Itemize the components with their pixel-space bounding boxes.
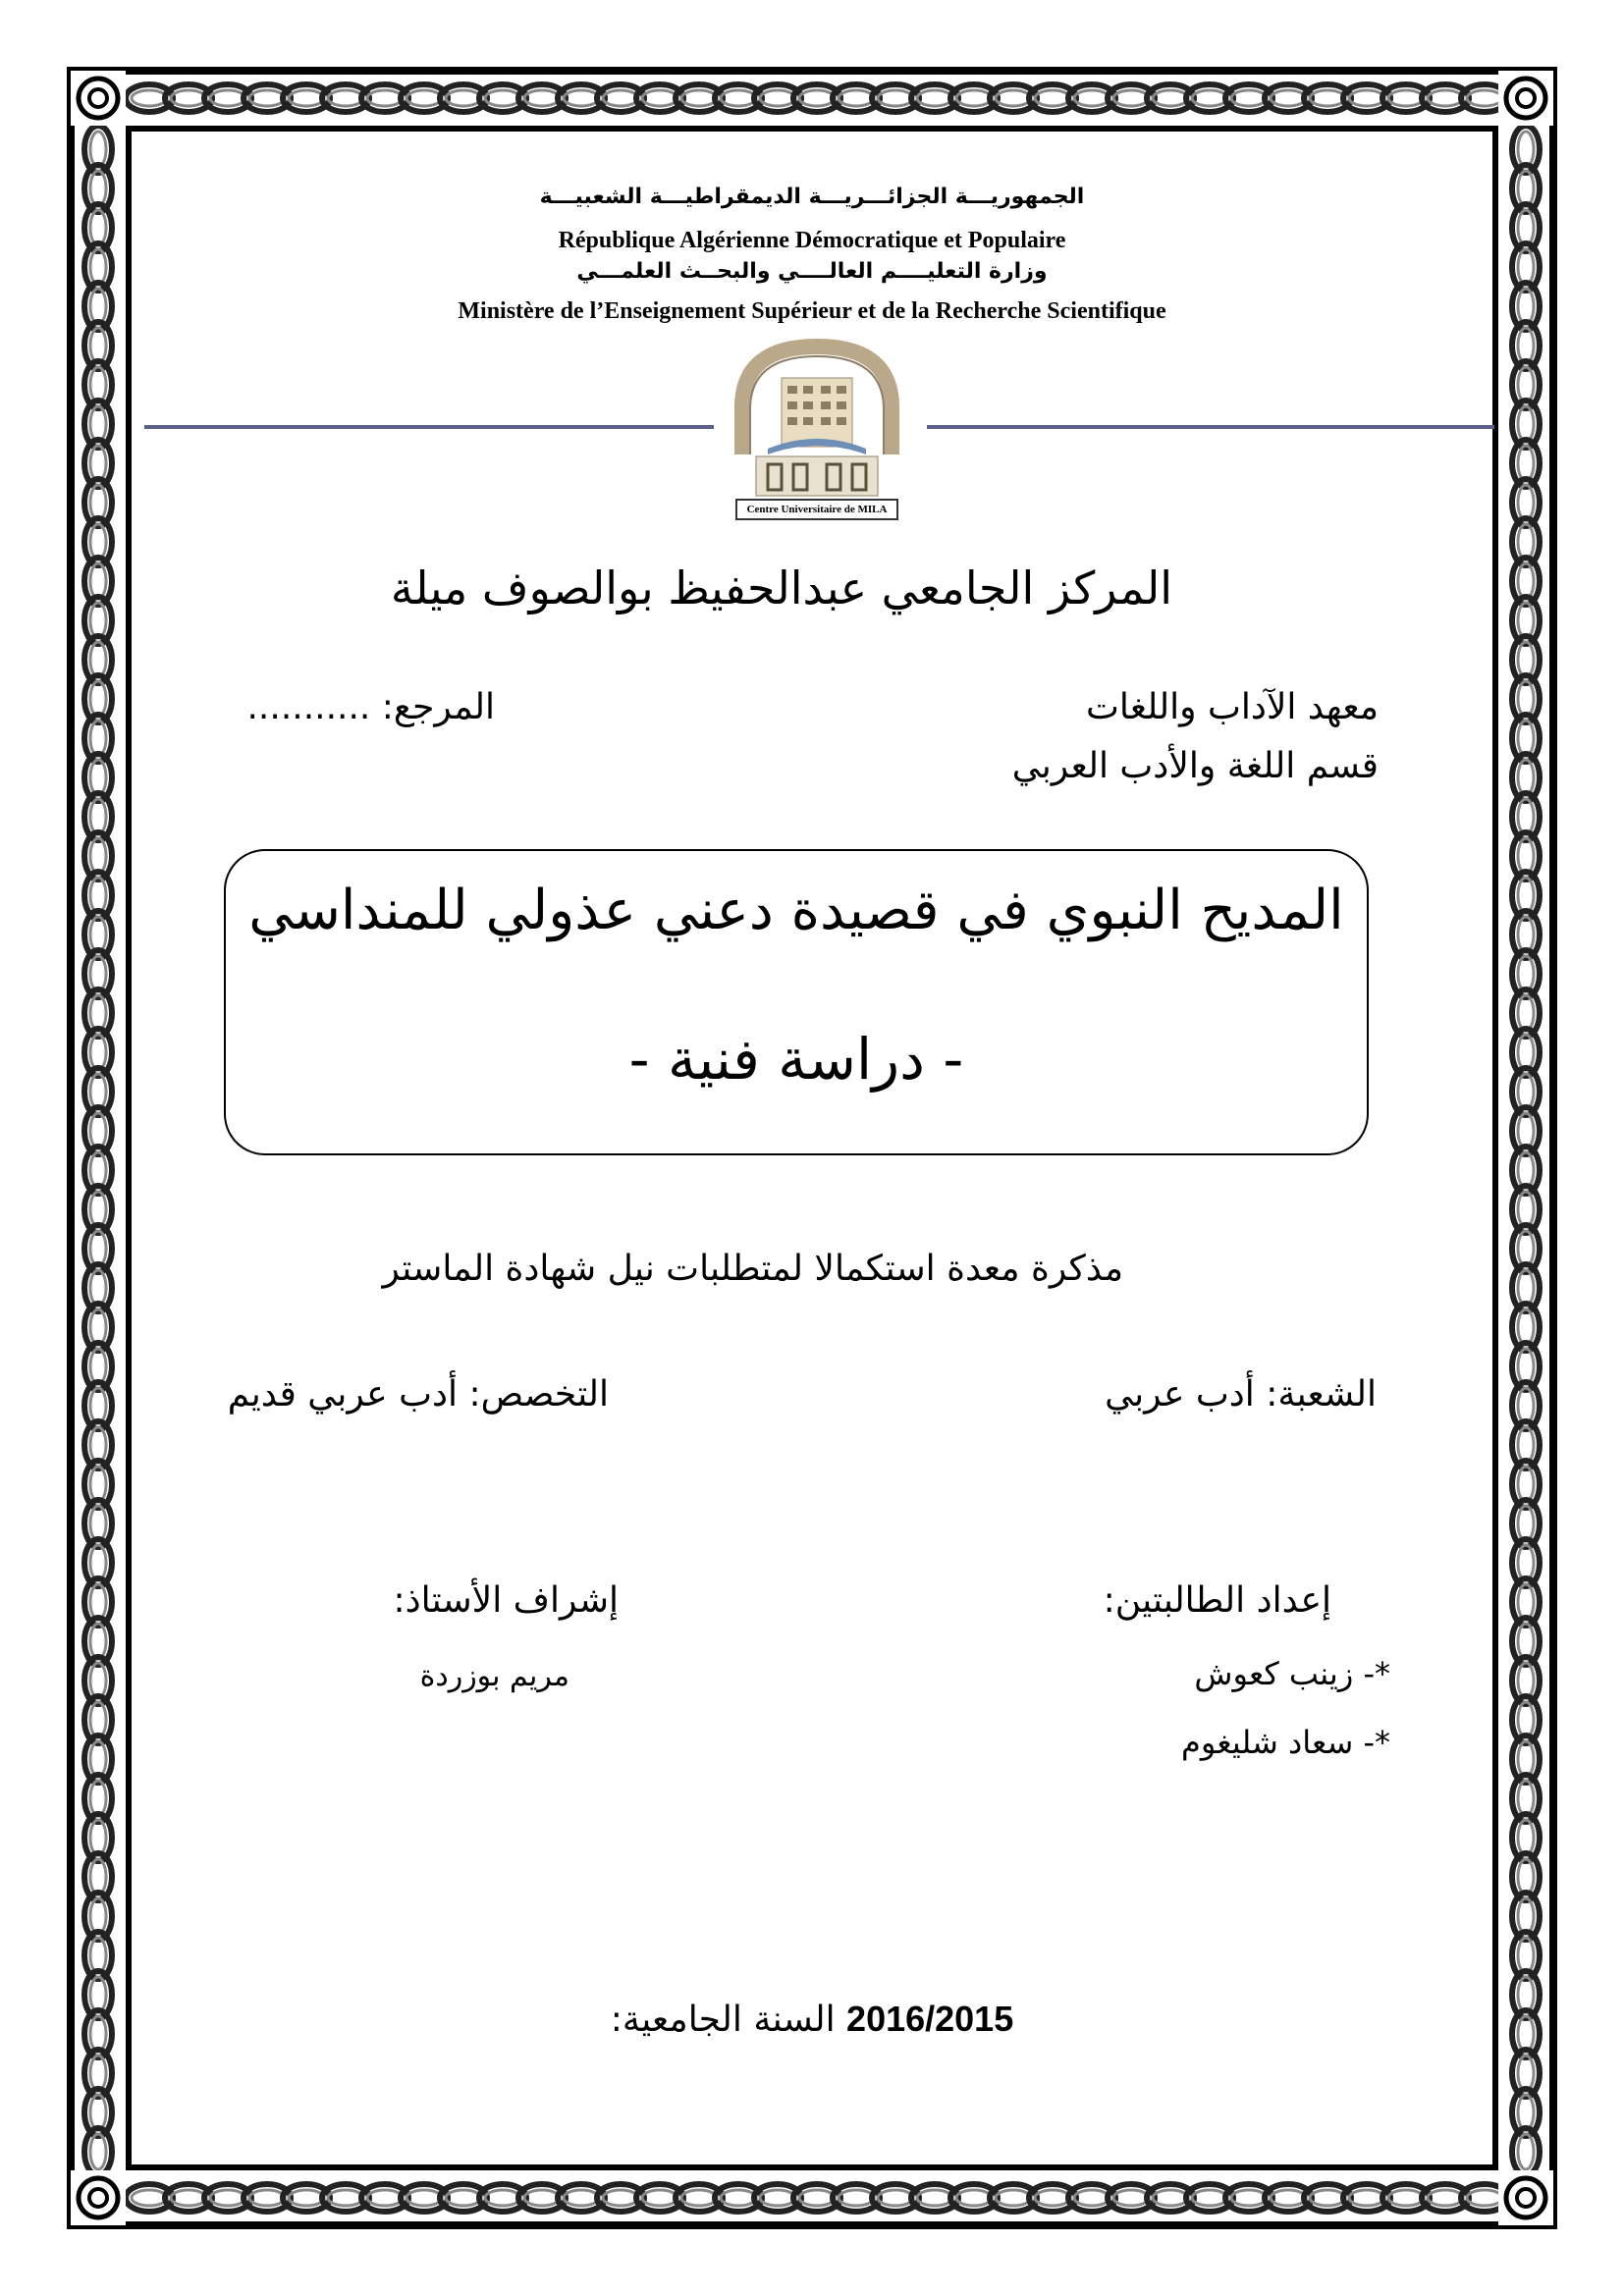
logo-caption: Centre Universitaire de MILA [746, 504, 888, 515]
supervisor-name: مريم بوزردة [419, 1659, 569, 1693]
ministry-french: Ministère de l’Enseignement Supérieur et de la Recherche Scientifique [458, 298, 1166, 324]
reference-field: المرجع: ........... [246, 687, 495, 727]
thesis-subtitle: - دراسة فنية - [628, 1026, 964, 1093]
thesis-title-box [224, 849, 1369, 1155]
thesis-note: مذكرة معدة استكمالا لمتطلبات نيل شهادة الماستر [382, 1249, 1123, 1289]
republic-french: République Algérienne Démocratique et Populaire [558, 228, 1066, 253]
header-rule-right [927, 425, 1494, 429]
academic-year-value: 2016/2015 [846, 1999, 1014, 2039]
academic-year [0, 1999, 1624, 2040]
student-2: *- سعاد شليغوم [1181, 1724, 1390, 1761]
prepared-by-label: إعداد الطالبتين: [1103, 1580, 1331, 1621]
ministry-arabic: وزارة التعليــــم العالــــي والبحــث العلمـــي [576, 259, 1048, 284]
republic-arabic: الجمهوريـــة الجزائـــريـــة الديمقراطيـــة الشعبيـــة [539, 185, 1085, 209]
university-logo [729, 339, 905, 525]
header-rule-left [144, 425, 714, 429]
institute-name: معهد الآداب واللغات [1086, 687, 1379, 727]
student-1: *- زينب كعوش [1194, 1655, 1390, 1692]
university-name: المركز الجامعي عبدالحفيظ بوالصوف ميلة [390, 561, 1172, 614]
thesis-title: المديح النبوي في قصيدة دعني عذولي للمنداسي [248, 879, 1344, 942]
supervision-label: إشراف الأستاذ: [393, 1580, 619, 1621]
academic-year-label: السنة الجامعية: [610, 2000, 836, 2040]
department-name: قسم اللغة والأدب العربي [1011, 746, 1379, 786]
branch-field: الشعبة: أدب عربي [1105, 1374, 1377, 1415]
specialty-field: التخصص: أدب عربي قديم [227, 1374, 609, 1415]
